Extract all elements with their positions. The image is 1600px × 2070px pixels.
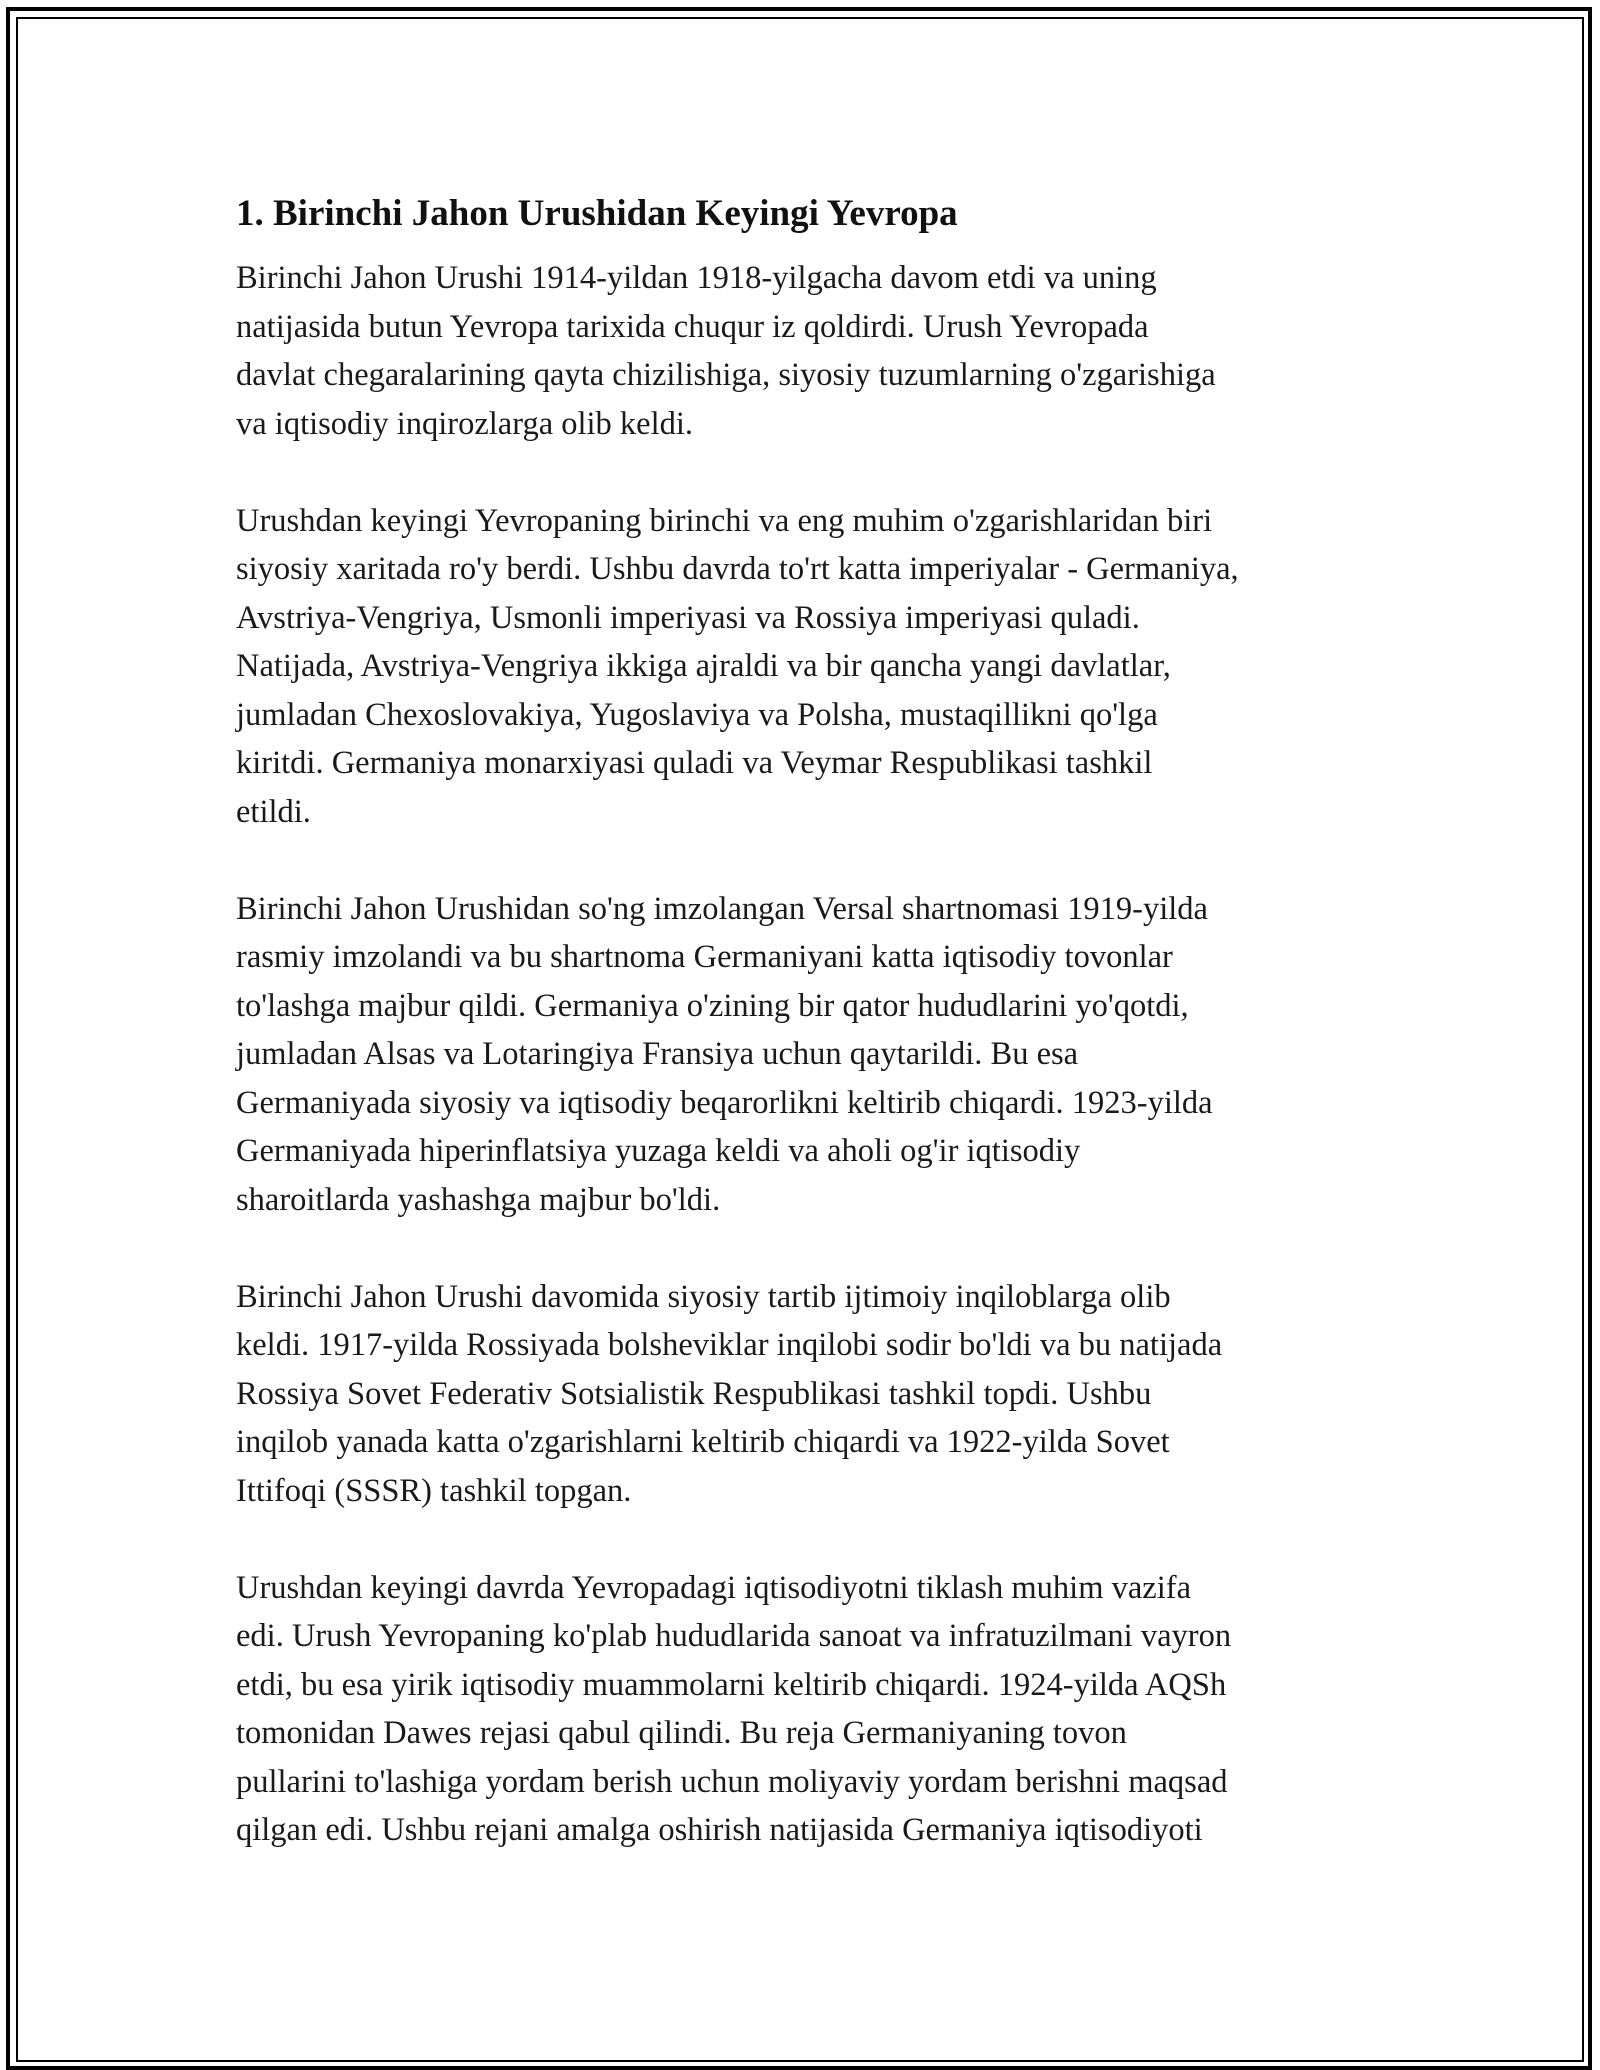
paragraph-line: davlat chegaralarining qayta chizilishiga, siyosiy tuzumlarning o'zgarishiga (236, 357, 1216, 393)
paragraph (236, 254, 1396, 448)
paragraph-line: pullarini to'lashiga yordam berish uchun moliyaviy yordam berishni maqsad (236, 1763, 1228, 1800)
paragraph-line: to'lashga majbur qildi. Germaniya o'zining bir qator hududlarini yo'qotdi, (236, 987, 1189, 1024)
paragraph-line: siyosiy xaritada ro'y berdi. Ushbu davrda to'rt katta imperiyalar - Germaniya, (236, 551, 1239, 587)
paragraph-line: qilgan edi. Ushbu rejani amalga oshirish natijasida Germaniya iqtisodiyoti (236, 1812, 1203, 1848)
paragraph-line: jumladan Chexoslovakiya, Yugoslaviya va Polsha, mustaqillikni qo'lga (236, 696, 1158, 733)
paragraph-line: inqilob yanada katta o'zgarishlarni keltirib chiqardi va 1922-yilda Sovet (236, 1424, 1170, 1460)
paragraph (236, 885, 1396, 1225)
paragraph-line: rasmiy imzolandi va bu shartnoma Germaniyani katta iqtisodiy tovonlar (236, 939, 1173, 975)
paragraph-line: tomonidan Dawes rejasi qabul qilindi. Bu reja Germaniyaning tovon (236, 1715, 1127, 1751)
paragraph-line: sharoitlarda yashashga majbur bo'ldi. (236, 1181, 721, 1218)
paragraph-line: Avstriya-Vengriya, Usmonli imperiyasi va Rossiya imperiyasi quladi. (236, 599, 1140, 636)
paragraph-line: etildi. (236, 793, 311, 830)
paragraph-line: keldi. 1917-yilda Rossiyada bolsheviklar inqilobi sodir bo'ldi va bu natijada (236, 1327, 1223, 1363)
paragraph-line: natijasida butun Yevropa tarixida chuqur iz qoldirdi. Urush Yevropada (236, 308, 1149, 345)
section-heading: 1. Birinchi Jahon Urushidan Keyingi Yevropa (236, 193, 958, 234)
paragraph-line: kiritdi. Germaniya monarxiyasi quladi va Veymar Respublikasi tashkil (236, 745, 1153, 781)
paragraph-line: Ittifoqi (SSSR) tashkil topgan. (236, 1472, 632, 1509)
paragraph-line: Germaniyada hiperinflatsiya yuzaga keldi va aholi og'ir iqtisodiy (236, 1133, 1081, 1169)
paragraph-line: jumladan Alsas va Lotaringiya Fransiya uchun qaytarildi. Bu esa (236, 1036, 1079, 1072)
paragraph-line: Germaniyada siyosiy va iqtisodiy beqarorlikni keltirib chiqardi. 1923-yilda (236, 1084, 1213, 1121)
paragraph-line: Birinchi Jahon Urushidan so'ng imzolangan Versal shartnomasi 1919-yilda (236, 890, 1208, 927)
paragraph-line: va iqtisodiy inqirozlarga olib keldi. (236, 405, 694, 442)
paragraph (236, 497, 1396, 837)
paragraph-line: Rossiya Sovet Federativ Sotsialistik Respublikasi tashkil topdi. Ushbu (236, 1375, 1152, 1412)
paragraph (236, 1564, 1396, 1855)
paragraph-line: etdi, bu esa yirik iqtisodiy muammolarni keltirib chiqardi. 1924-yilda AQSh (236, 1666, 1227, 1703)
document-body (236, 188, 1396, 1903)
paragraph-line: Birinchi Jahon Urushi 1914-yildan 1918-yilgacha davom etdi va uning (236, 260, 1157, 296)
paragraph-line: edi. Urush Yevropaning ko'plab hududlarida sanoat va infratuzilmani vayron (236, 1618, 1232, 1654)
paragraph-line: Birinchi Jahon Urushi davomida siyosiy tartib ijtimoiy inqiloblarga olib (236, 1278, 1171, 1315)
paragraph-line: Urushdan keyingi davrda Yevropadagi iqtisodiyotni tiklash muhim vazifa (236, 1569, 1191, 1606)
paragraph-container (236, 254, 1396, 1855)
paragraph-line: Natijada, Avstriya-Vengriya ikkiga ajraldi va bir qancha yangi davlatlar, (236, 648, 1171, 684)
paragraph (236, 1273, 1396, 1516)
paragraph-line: Urushdan keyingi Yevropaning birinchi va eng muhim o'zgarishlaridan biri (236, 502, 1213, 539)
